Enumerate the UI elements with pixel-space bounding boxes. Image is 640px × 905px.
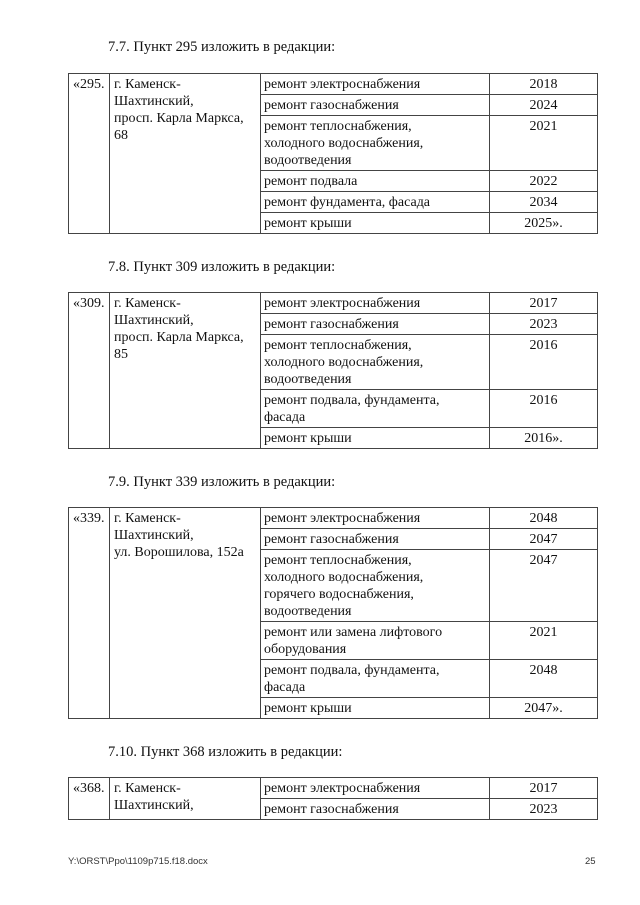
work-line: ремонт теплоснабжения, xyxy=(264,553,412,568)
work-cell: ремонт газоснабжения xyxy=(261,799,490,820)
work-cell xyxy=(261,116,490,171)
work-cell: ремонт газоснабжения xyxy=(261,529,490,550)
year-cell: 2034 xyxy=(490,192,598,213)
year-cell: 2024 xyxy=(490,95,598,116)
item-number: «295. xyxy=(69,74,110,234)
address-cell xyxy=(110,74,261,234)
item-table xyxy=(68,73,598,234)
work-line: ремонт теплоснабжения, xyxy=(264,119,412,134)
address-line: Шахтинский, xyxy=(114,313,194,328)
year-cell: 2047 xyxy=(490,529,598,550)
work-line: фасада xyxy=(264,410,306,425)
work-line: ремонт теплоснабжения, xyxy=(264,338,412,353)
year-cell: 2023 xyxy=(490,799,598,820)
work-cell: ремонт электроснабжения xyxy=(261,293,490,314)
item-number: «339. xyxy=(69,508,110,719)
address-line: г. Каменск- xyxy=(114,296,181,311)
year-cell: 2023 xyxy=(490,314,598,335)
year-cell: 2016». xyxy=(490,428,598,449)
work-cell: ремонт электроснабжения xyxy=(261,74,490,95)
section-heading: 7.9. Пункт 339 изложить в редакции: xyxy=(108,474,336,490)
address-line: Шахтинский, xyxy=(114,798,194,813)
address-line: г. Каменск- xyxy=(114,781,181,796)
table-row xyxy=(69,778,598,799)
table-row xyxy=(69,508,598,529)
address-line: 85 xyxy=(114,347,128,362)
work-cell: ремонт крыши xyxy=(261,428,490,449)
year-cell: 2048 xyxy=(490,660,598,698)
address-cell xyxy=(110,778,261,820)
section-heading: 7.7. Пункт 295 изложить в редакции: xyxy=(108,39,336,55)
work-cell: ремонт газоснабжения xyxy=(261,95,490,116)
footer-file-path: Y:\ORST\Ppo\1109p715.f18.docx xyxy=(68,856,208,867)
work-line: водоотведения xyxy=(264,372,352,387)
work-cell: ремонт электроснабжения xyxy=(261,778,490,799)
section-heading: 7.10. Пункт 368 изложить в редакции: xyxy=(108,744,343,760)
work-cell xyxy=(261,335,490,390)
work-line: холодного водоснабжения, xyxy=(264,136,424,151)
item-table xyxy=(68,507,598,719)
address-line: 68 xyxy=(114,128,128,143)
work-cell: ремонт крыши xyxy=(261,213,490,234)
address-cell xyxy=(110,293,261,449)
work-line: водоотведения xyxy=(264,153,352,168)
work-line: ремонт подвала, фундамента, xyxy=(264,393,440,408)
work-line: ремонт подвала, фундамента, xyxy=(264,663,440,678)
work-cell: ремонт электроснабжения xyxy=(261,508,490,529)
year-cell: 2048 xyxy=(490,508,598,529)
work-line: оборудования xyxy=(264,642,347,657)
work-line: фасада xyxy=(264,680,306,695)
work-cell xyxy=(261,390,490,428)
address-line: г. Каменск- xyxy=(114,511,181,526)
work-line: горячего водоснабжения, xyxy=(264,587,414,602)
section-heading: 7.8. Пункт 309 изложить в редакции: xyxy=(108,259,336,275)
work-cell xyxy=(261,660,490,698)
address-line: Шахтинский, xyxy=(114,528,194,543)
year-cell: 2021 xyxy=(490,622,598,660)
work-cell xyxy=(261,550,490,622)
address-cell xyxy=(110,508,261,719)
work-cell: ремонт подвала xyxy=(261,171,490,192)
year-cell: 2017 xyxy=(490,778,598,799)
address-line: ул. Ворошилова, 152а xyxy=(114,545,244,560)
item-number: «309. xyxy=(69,293,110,449)
address-line: г. Каменск- xyxy=(114,77,181,92)
address-line: просп. Карла Маркса, xyxy=(114,330,244,345)
year-cell: 2018 xyxy=(490,74,598,95)
year-cell: 2025». xyxy=(490,213,598,234)
year-cell: 2017 xyxy=(490,293,598,314)
year-cell: 2047». xyxy=(490,698,598,719)
year-cell: 2016 xyxy=(490,390,598,428)
year-cell: 2022 xyxy=(490,171,598,192)
year-cell: 2016 xyxy=(490,335,598,390)
address-line: просп. Карла Маркса, xyxy=(114,111,244,126)
page-number: 25 xyxy=(585,856,596,867)
table-row xyxy=(69,293,598,314)
item-number: «368. xyxy=(69,778,110,820)
year-cell: 2021 xyxy=(490,116,598,171)
work-cell: ремонт фундамента, фасада xyxy=(261,192,490,213)
work-cell: ремонт газоснабжения xyxy=(261,314,490,335)
table-row xyxy=(69,74,598,95)
address-line: Шахтинский, xyxy=(114,94,194,109)
work-line: холодного водоснабжения, xyxy=(264,355,424,370)
work-cell: ремонт крыши xyxy=(261,698,490,719)
year-cell: 2047 xyxy=(490,550,598,622)
item-table xyxy=(68,292,598,449)
work-cell xyxy=(261,622,490,660)
work-line: ремонт или замена лифтового xyxy=(264,625,443,640)
work-line: водоотведения xyxy=(264,604,352,619)
work-line: холодного водоснабжения, xyxy=(264,570,424,585)
item-table xyxy=(68,777,598,820)
